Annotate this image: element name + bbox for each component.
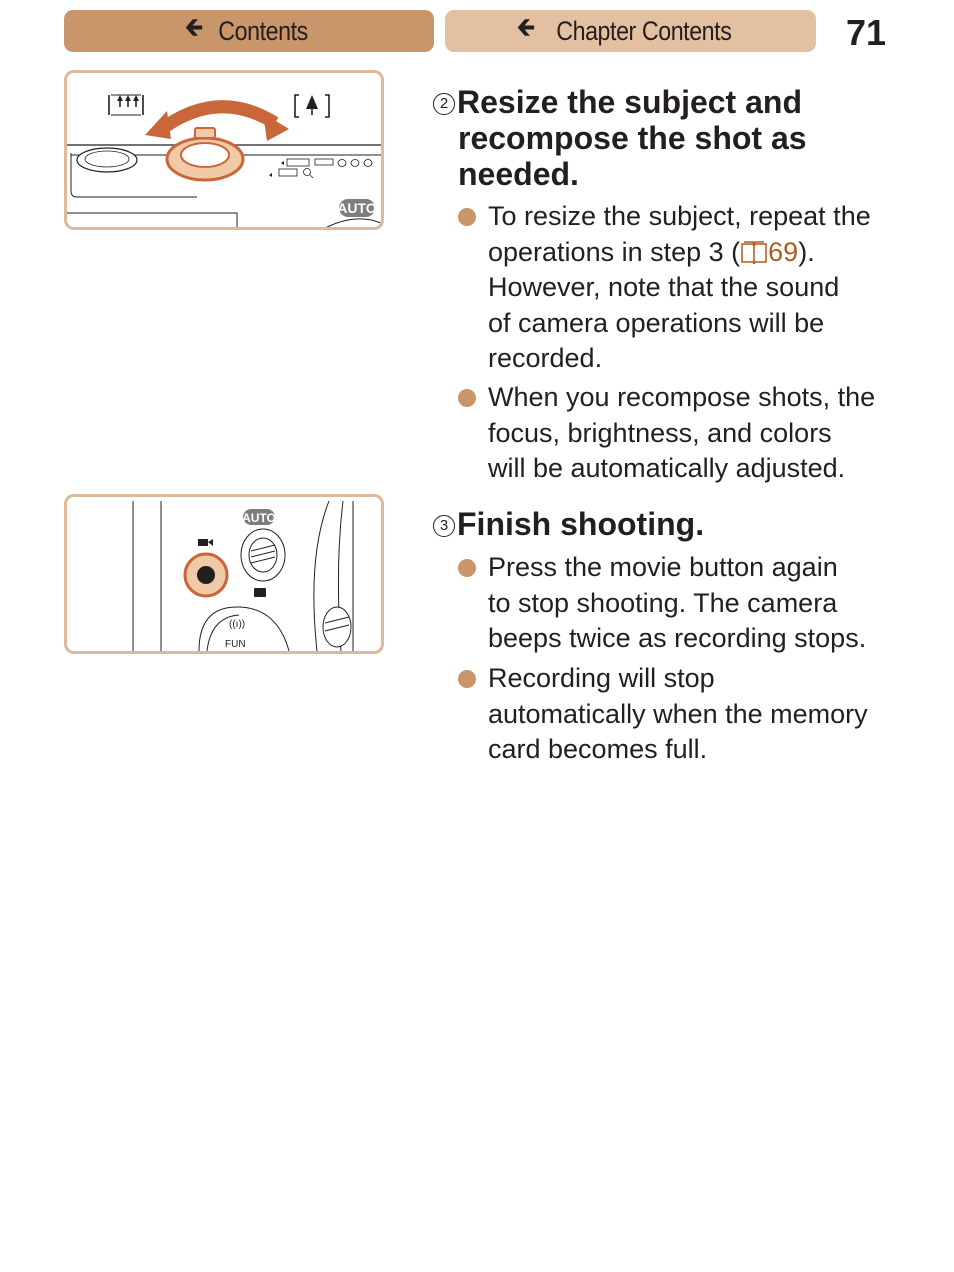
wide-angle-icon: [109, 95, 143, 115]
book-reference-icon: [740, 240, 768, 264]
chapter-contents-button[interactable]: [445, 10, 816, 52]
func-label: FUN: [225, 639, 246, 650]
movie-button-illustration: [64, 494, 384, 654]
back-arrow-icon: 🡸: [516, 12, 535, 42]
contents-label: Contents: [217, 15, 308, 46]
svg-text:((ı)): ((ı)): [229, 619, 246, 630]
zoom-lever-illustration: [64, 70, 384, 230]
contents-button[interactable]: [64, 10, 434, 52]
back-arrow-icon: 🡸: [184, 12, 204, 42]
chapter-contents-label: Chapter Contents: [556, 15, 732, 46]
step-number-badge: 2: [433, 93, 455, 115]
step-2-title: 2 Resize the subject and recompose the shot as needed.: [433, 84, 807, 192]
camera-top-zoom-drawing: [67, 73, 381, 227]
movie-icon: [198, 539, 213, 546]
step-3-title: 3 Finish shooting.: [433, 506, 704, 542]
camera-back-movie-drawing: [67, 497, 381, 651]
page-reference-link[interactable]: 69: [768, 236, 799, 267]
step-number-badge: 3: [433, 515, 455, 537]
telephoto-icon: [295, 95, 329, 117]
page-number: 71: [846, 12, 887, 53]
auto-mode-label-2: AUTO: [242, 511, 276, 525]
zoom-arrow-icon: [159, 107, 275, 131]
bullet-dot-icon: [458, 389, 476, 407]
bullet-dot-icon: [458, 670, 476, 688]
bullet-dot-icon: [458, 559, 476, 577]
auto-mode-label: AUTO: [337, 200, 377, 216]
bullet-dot-icon: [458, 208, 476, 226]
